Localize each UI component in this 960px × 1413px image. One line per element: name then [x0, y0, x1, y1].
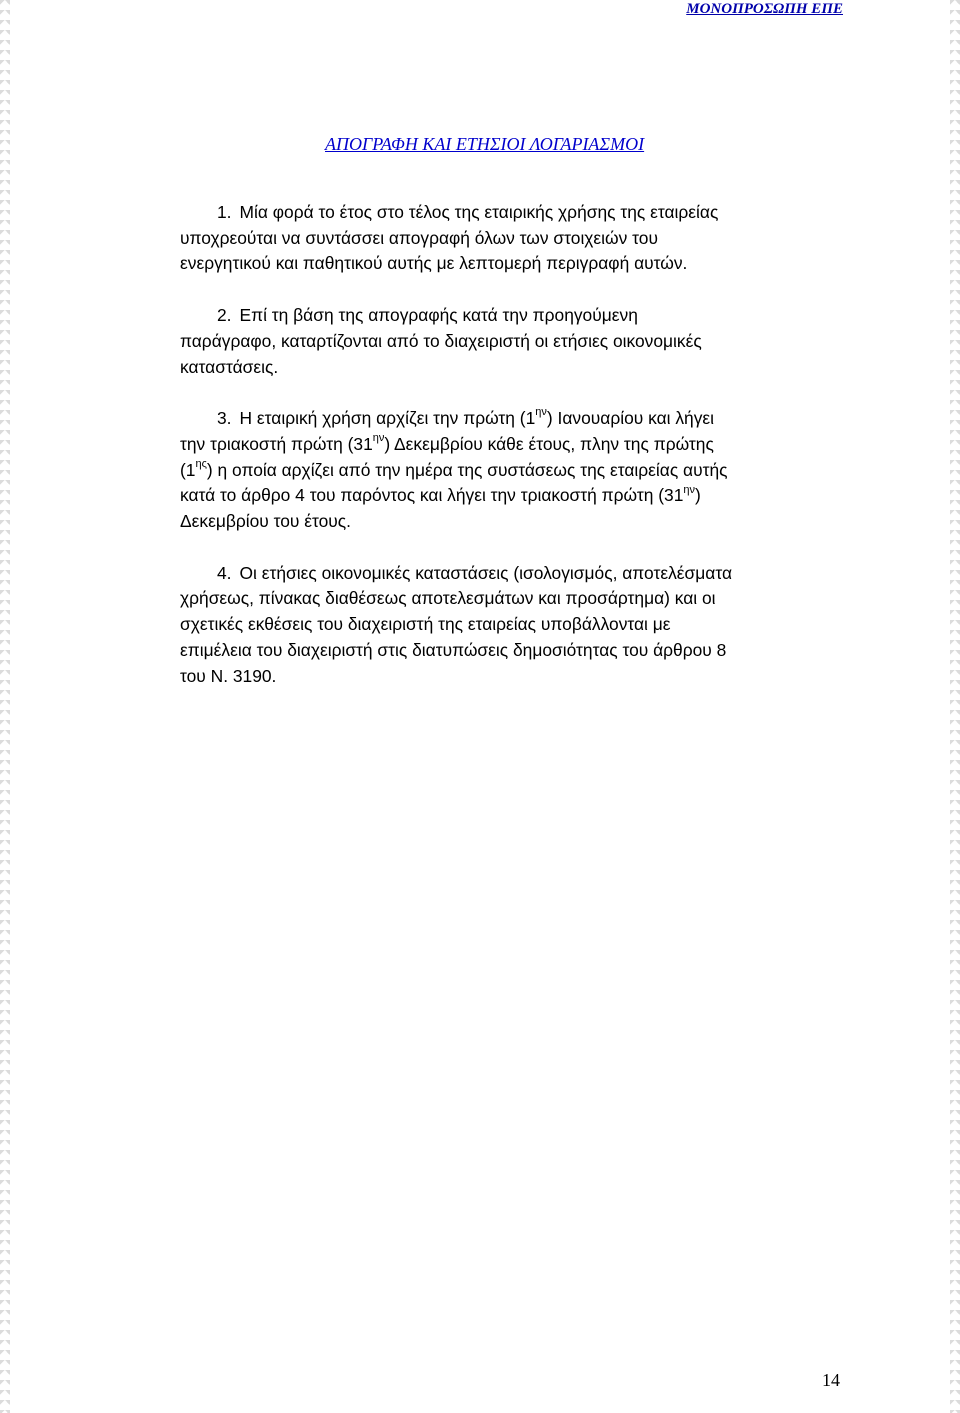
paragraph-number: 1. — [217, 202, 232, 222]
ordinal-suffix: ην — [683, 483, 696, 496]
paragraph-text-line: επιμέλεια του διαχειριστή στις διατυπώσεις δημοσιότητας του άρθρου 8 — [180, 639, 727, 660]
ordinal-suffix: ην — [372, 432, 385, 445]
paragraph-text-line: καταστάσεις. — [180, 356, 279, 377]
paragraph-1 — [180, 200, 845, 277]
paragraph-text-line: χρήσεως, πίνακας διαθέσεως αποτελεσμάτων και προσάρτημα) και οι — [180, 588, 716, 609]
document-body — [180, 200, 845, 715]
paragraph-number: 3. — [217, 408, 232, 429]
paragraph-3: 3. Η εταιρική χρήση αρχίζει την πρώτη $(1^{\eta\nu})$ Ιανουαρίου και λήγει την τριακοστή πρώτη $(31^{\eta\nu})$ Δεκεμβρίου κάθε έτους, πλην της πρώτης $(1^{\eta\varsigma})$ η οποία αρχίζει από την ημέρα της συστάσεως της εταιρείας αυτής κατά το άρθρο 4 του παρόντος και λήγει την τριακοστή πρώτη $(31^{\eta\nu})$ Δεκεμβρίου του έτους. — [180, 406, 845, 535]
paragraph-text-line: του Ν. 3190. — [180, 665, 277, 686]
decorative-border-left — [0, 0, 10, 1413]
paragraph-text-line: παράγραφο, καταρτίζονται από το διαχειριστή οι ετήσιες οικονομικές — [180, 330, 702, 351]
page-number: 14 — [822, 1370, 840, 1390]
section-title: ΑΠΟΓΡΑΦΗ ΚΑΙ ΕΤΗΣΙΟΙ ΛΟΓΑΡΙΑΣΜΟΙ — [325, 134, 645, 154]
paragraph-text-line: ενεργητικού και παθητικού αυτής με λεπτομερή περιγραφή αυτών. — [180, 253, 688, 274]
paragraph-text-line: υποχρεούται να συντάσσει απογραφή όλων των στοιχειών του — [180, 227, 658, 248]
ordinal-suffix: ης — [195, 457, 207, 470]
paragraph-number: 2. — [217, 305, 232, 326]
paragraph-text-line: Δεκεμβρίου του έτους. — [180, 511, 352, 532]
paragraph-text-line: Επί τη βάση της απογραφής κατά την προηγούμενη — [239, 305, 638, 326]
paragraph-2 — [180, 303, 845, 380]
paragraph-text-line: Οι ετήσιες οικονομικές καταστάσεις (ισολογισμός, αποτελέσματα — [239, 562, 733, 583]
paragraph-text-line: σχετικές εκθέσεις του διαχειριστή της εταιρείας υποβάλλονται με — [180, 614, 671, 635]
paragraph-number: 4. — [217, 562, 232, 583]
decorative-border-right — [950, 0, 960, 1413]
ordinal-suffix: ην — [535, 406, 547, 419]
paragraph-4 — [180, 561, 845, 690]
paragraph-text-line: Μία φορά το έτος στο τέλος της εταιρικής χρήσης της εταιρείας — [239, 202, 719, 222]
page-header: ΜΟΝΟΠΡΟΣΩΠΗ ΕΠΕ — [686, 1, 843, 17]
